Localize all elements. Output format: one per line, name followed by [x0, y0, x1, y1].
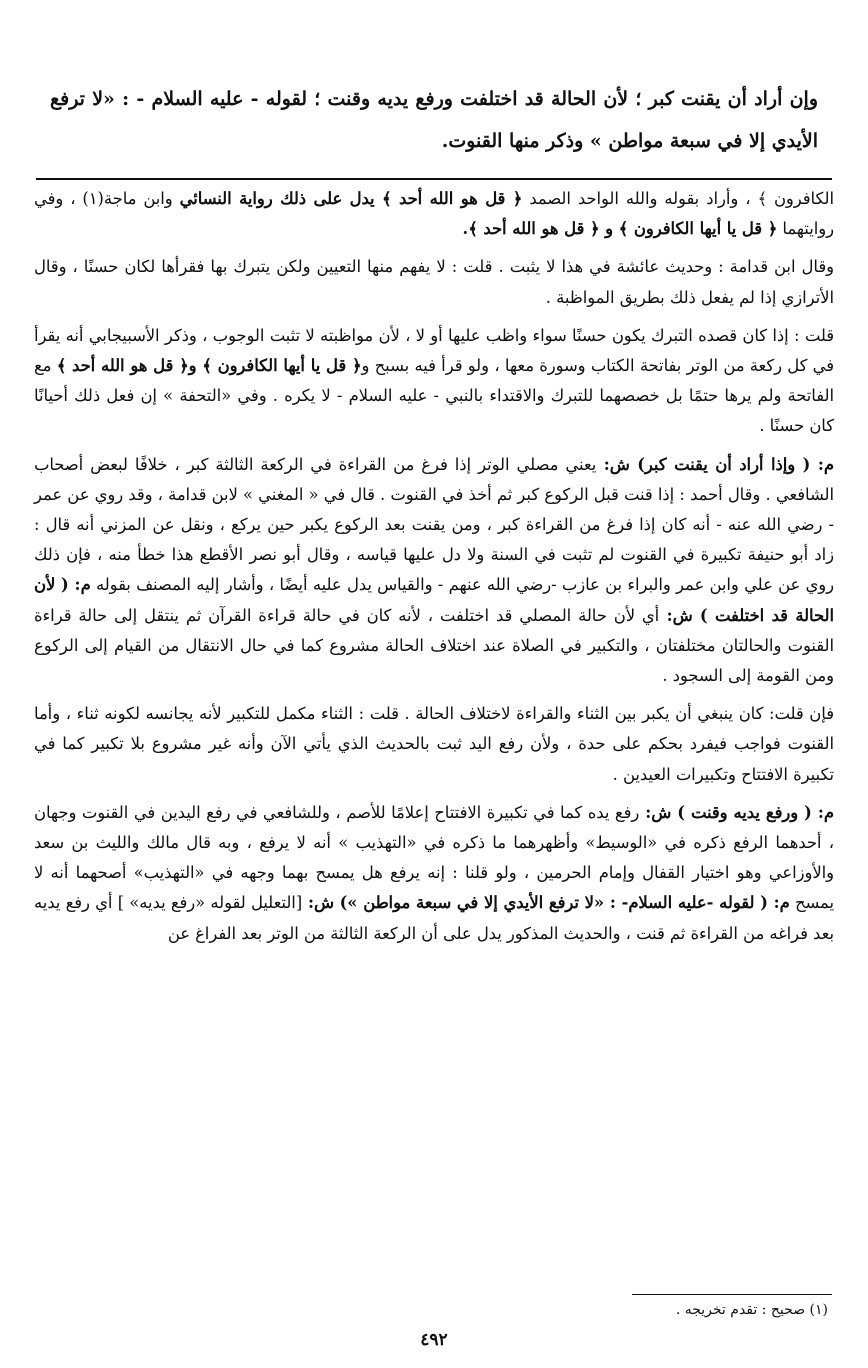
separator-line [36, 178, 832, 180]
commentary-paragraph [34, 252, 834, 312]
commentary-text: وقال ابن قدامة : وحديث عائشة في هذا لا يثبت . قلت : لا يفهم منها التعيين ولكن يتبرك بها فقرأها لكان حسنًا ، وقال الأترازي إذا لم يفعل ذلك بطريق المواظبة . [34, 257, 834, 307]
commentary-text: فإن قلت: كان ينبغي أن يكبر بين الثناء والقراءة لاختلاف الحالة . قلت : الثناء مكمل للتكبير لأنه يجانسه لكونه ثناء ، وأما القنوت فواجب فيفرد بحكم على حدة ، ولأن رفع اليد ثبت بالحديث الذي يأتي الآن وأنه غير مشروع بلا تكبير كما في تكبيرة الافتتاح وتكبيرات العيدين . [34, 704, 834, 784]
bold-quote-text: م: ( لقوله -عليه السلام- : «لا ترفع الأيدي إلا في سبعة مواطن ») ش: [302, 893, 790, 913]
bold-quote-text: م: ( وإذا أراد أن يقنت كبر) ش: [596, 454, 834, 474]
commentary-text: [التعليل لقوله «رفع يديه» ] أي رفع يديه بعد فراغه من القراءة ثم قنت ، والحديث المذكور يدل على أن الركعة الثالثة من الوتر بعد الفراغ عن [34, 893, 834, 943]
commentary-text: أي لأن حالة المصلي قد اختلفت ، لأنه كان في حالة قراءة القرآن ثم ينتقل إلى حالة قراءة القنوت والحالتان مختلفتان ، والتكبير في الصلاة عند اختلاف الحالة مشروع كما في حال الانتقال من القيام إلى الركوع ومن القومة إلى السجود . [34, 605, 834, 686]
commentary-paragraph [34, 184, 834, 244]
commentary-text: وابن ماجة(١) ، وفي روايتهما [34, 189, 834, 239]
commentary-text: الكافرون ﴾ ، وأراد بقوله والله الواحد الصمد [522, 189, 834, 208]
sharh-commentary [34, 184, 834, 957]
bold-quote-text: م: ( لأن الحالة قد اختلفت ) ش: [34, 575, 834, 625]
footnote-separator [632, 1294, 832, 1295]
bold-quote-text: م: ( ورفع يديه وقنت ) ش: [639, 802, 834, 822]
commentary-text: يعني مصلي الوتر إذا فرغ من القراءة في الركعة الثالثة كبر ، خلافًا لبعض أصحاب الشافعي . وقال أحمد : إذا قنت قبل الركوع كبر ثم أخذ في القنوت . قال في « المغني » لابن قدامة ، وقد روي عن عمر - رضي الله عنه - أنه كان إذا فرغ من القراءة كبر ، ومن يقنت بعد الركوع يكبر حين يركع ، ونقل عن المزني أنه قال : زاد أبو حنيفة تكبيرة في القنوت لم تثبت في السنة ولا دل عليها قياسه ، وقال أبو نصر الأقطع هذا خطأ منه ، فإن ذلك روي عن علي وابن عمر والبراء بن عازب -رضي الله عنهم - والقياس يدل عليه أيضًا ، وأشار إليه المصنف بقوله [34, 454, 834, 595]
page-number: ٤٩٢ [420, 1330, 448, 1350]
commentary-paragraph [34, 321, 834, 442]
footnote: (١) صحيح : تقدم تخريجه . [675, 1302, 828, 1318]
commentary-paragraph [34, 450, 834, 692]
commentary-paragraph [34, 798, 834, 949]
commentary-text: قلت : إذا كان قصده التبرك يكون حسنًا سواء واظب عليها أو لا ، لأن مواظبته لا تثبت الوجوب ، وذكر الأسبيجابي أنه يقرأ في كل ركعة من الوتر بفاتحة الكتاب وسورة معها ، ولو قرأ فيه بسبح و [34, 325, 834, 376]
commentary-text: رفع يده كما في تكبيرة الافتتاح إعلامًا للأصم ، وللشافعي في رفع اليدين في القنوت وجهان ، أحدهما الرفع ذكره في «الوسيط» وأظهرهما ما ذكره في «التهذيب » أنه لا يرفع ، وبه قال مالك والليث بن سعد والأوزاعي وهو اختيار القفال وإمام الحرمين ، ولو قلنا : إنه يرفع هل يمسح بهما وجهه في «التهذيب» أصحهما أنه لا يمسح [34, 802, 834, 913]
bold-quote-text: ﴿ قل يا أيها الكافرون ﴾ و ﴿ قل هو الله أحد ﴾. [462, 219, 778, 239]
commentary-paragraph [34, 699, 834, 790]
matn-text: وإن أراد أن يقنت كبر ؛ لأن الحالة قد اختلفت ورفع يديه وقنت ؛ لقوله - عليه السلام - : «لا ترفع الأيدي إلا في سبعة مواطن » وذكر منها القنوت. [50, 88, 818, 152]
bold-quote-text: ﴿ قل هو الله أحد ﴾ يدل على ذلك رواية النسائي [179, 189, 523, 208]
bold-quote-text: ﴿ قل يا أيها الكافرون ﴾ و﴿ قل هو الله أحد ﴾ [56, 356, 362, 376]
commentary-text: مع الفاتحة ولم يرها حتمًا بل خصصهما للتبرك والاقتداء بالنبي - عليه السلام - لا يكره . وفي «التحفة » إن فعل ذلك أحيانًا كان حسنًا . [34, 356, 834, 436]
